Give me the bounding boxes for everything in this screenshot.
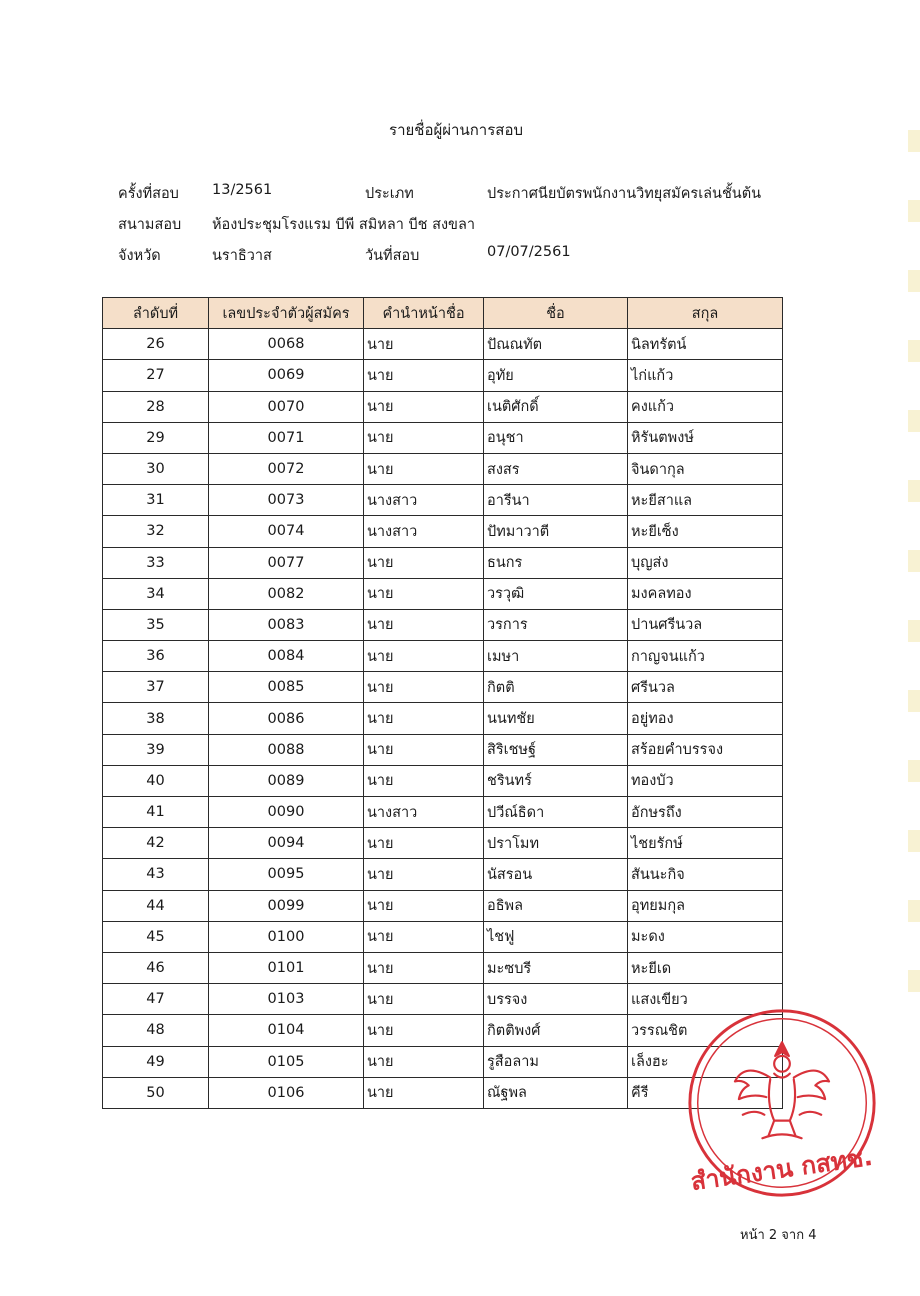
table-row [103,734,783,765]
cell-last-name: อักษรถึง [628,797,783,828]
cell-applicant-id: 0071 [209,422,364,453]
cell-order: 43 [103,859,209,890]
cell-title-prefix: นาย [364,1015,484,1046]
cell-last-name: สร้อยคำบรรจง [628,734,783,765]
cell-title-prefix: นาย [364,391,484,422]
cell-title-prefix: นาย [364,890,484,921]
cell-applicant-id: 0095 [209,859,364,890]
cell-title-prefix: นาย [364,734,484,765]
cell-title-prefix: นางสาว [364,797,484,828]
table-row [103,828,783,859]
cell-applicant-id: 0089 [209,765,364,796]
cell-order: 50 [103,1077,209,1108]
cell-order: 27 [103,360,209,391]
table-row [103,703,783,734]
table-row [103,329,783,360]
cell-order: 41 [103,797,209,828]
cell-last-name: ไก่แก้ว [628,360,783,391]
cell-last-name: ทองบัว [628,765,783,796]
table-row [103,641,783,672]
cell-last-name: เล็งฮะ [628,1046,783,1077]
cell-first-name: อนุชา [484,422,628,453]
table-row [103,485,783,516]
cell-title-prefix: นาย [364,984,484,1015]
cell-last-name: หะยีสาแล [628,485,783,516]
cell-applicant-id: 0072 [209,453,364,484]
cell-first-name: อารีนา [484,485,628,516]
cell-applicant-id: 0070 [209,391,364,422]
cell-order: 49 [103,1046,209,1077]
cell-order: 40 [103,765,209,796]
type-value: ประกาศนียบัตรพนักงานวิทยุสมัครเล่นชั้นต้น [487,186,762,202]
province-label: จังหวัด [118,248,161,264]
venue-value: ห้องประชุมโรงแรม บีพี สมิหลา บีช สงขลา [212,217,475,233]
cell-applicant-id: 0073 [209,485,364,516]
cell-first-name: ปราโมท [484,828,628,859]
cell-title-prefix: นาย [364,672,484,703]
province-value: นราธิวาส [212,248,272,264]
header-last-name: สกุล [628,298,783,329]
cell-order: 30 [103,453,209,484]
header-order: ลำดับที่ [103,298,209,329]
cell-first-name: ปัทมาวาตี [484,516,628,547]
cell-applicant-id: 0094 [209,828,364,859]
cell-applicant-id: 0090 [209,797,364,828]
cell-first-name: ปัณณทัต [484,329,628,360]
cell-last-name: กาญจนแก้ว [628,641,783,672]
table-row [103,765,783,796]
cell-applicant-id: 0099 [209,890,364,921]
page-number: หน้า 2 จาก 4 [740,1228,817,1243]
cell-first-name: วรวุฒิ [484,578,628,609]
cell-applicant-id: 0069 [209,360,364,391]
cell-order: 47 [103,984,209,1015]
cell-applicant-id: 0088 [209,734,364,765]
cell-first-name: ณัฐพล [484,1077,628,1108]
cell-applicant-id: 0105 [209,1046,364,1077]
cell-applicant-id: 0074 [209,516,364,547]
table-row [103,1077,783,1108]
cell-last-name: สันนะกิจ [628,859,783,890]
cell-order: 26 [103,329,209,360]
cell-last-name: แสงเขียว [628,984,783,1015]
cell-first-name: ชรินทร์ [484,765,628,796]
cell-title-prefix: นาย [364,1077,484,1108]
cell-last-name: ปานศรีนวล [628,609,783,640]
date-label: วันที่สอบ [365,248,420,264]
cell-applicant-id: 0083 [209,609,364,640]
cell-order: 33 [103,547,209,578]
cell-applicant-id: 0100 [209,921,364,952]
date-value: 07/07/2561 [487,244,571,260]
cell-applicant-id: 0082 [209,578,364,609]
cell-last-name: มงคลทอง [628,578,783,609]
cell-title-prefix: นาย [364,1046,484,1077]
cell-applicant-id: 0085 [209,672,364,703]
table-row [103,360,783,391]
cell-applicant-id: 0086 [209,703,364,734]
table-row [103,672,783,703]
cell-title-prefix: นาย [364,609,484,640]
cell-applicant-id: 0103 [209,984,364,1015]
table-row [103,921,783,952]
cell-first-name: นัสรอน [484,859,628,890]
cell-applicant-id: 0084 [209,641,364,672]
cell-applicant-id: 0106 [209,1077,364,1108]
cell-order: 36 [103,641,209,672]
table-row [103,516,783,547]
cell-title-prefix: นาย [364,578,484,609]
cell-last-name: มะดง [628,921,783,952]
cell-first-name: ปวีณ์ธิดา [484,797,628,828]
round-value: 13/2561 [212,182,273,198]
cell-last-name: นิลทรัตน์ [628,329,783,360]
cell-applicant-id: 0077 [209,547,364,578]
cell-first-name: กิตติ [484,672,628,703]
table-row [103,1015,783,1046]
nbtc-seal [684,1005,880,1201]
cell-last-name: อุทยมกุล [628,890,783,921]
cell-title-prefix: นาย [364,828,484,859]
cell-last-name: หะยีเซ็ง [628,516,783,547]
table-row [103,547,783,578]
page-title: รายชื่อผู้ผ่านการสอบ [389,121,523,139]
table-row [103,391,783,422]
cell-order: 28 [103,391,209,422]
edge-watermark-strip [908,130,920,1030]
table-row [103,859,783,890]
cell-order: 48 [103,1015,209,1046]
cell-last-name: ไชยรักษ์ [628,828,783,859]
cell-title-prefix: นาย [364,329,484,360]
header-applicant-id: เลขประจำตัวผู้สมัคร [209,298,364,329]
cell-first-name: เมษา [484,641,628,672]
cell-title-prefix: นาย [364,921,484,952]
cell-title-prefix: นาย [364,422,484,453]
garuda-emblem-icon [735,1042,829,1138]
cell-first-name: รูสือลาม [484,1046,628,1077]
cell-first-name: สงสร [484,453,628,484]
cell-order: 29 [103,422,209,453]
cell-first-name: บรรจง [484,984,628,1015]
table-row [103,952,783,983]
cell-first-name: นนทชัย [484,703,628,734]
table-row [103,578,783,609]
cell-last-name: คงแก้ว [628,391,783,422]
cell-title-prefix: นาย [364,765,484,796]
cell-order: 42 [103,828,209,859]
cell-order: 45 [103,921,209,952]
cell-title-prefix: นางสาว [364,516,484,547]
cell-applicant-id: 0068 [209,329,364,360]
cell-order: 44 [103,890,209,921]
cell-first-name: มะซบรี [484,952,628,983]
cell-order: 38 [103,703,209,734]
table-row [103,1046,783,1077]
cell-order: 39 [103,734,209,765]
cell-title-prefix: นาย [364,360,484,391]
cell-first-name: อธิพล [484,890,628,921]
cell-applicant-id: 0104 [209,1015,364,1046]
cell-last-name: บุญส่ง [628,547,783,578]
cell-order: 34 [103,578,209,609]
cell-order: 32 [103,516,209,547]
cell-title-prefix: นาย [364,952,484,983]
table-row [103,422,783,453]
cell-first-name: เนติศักดิ์ [484,391,628,422]
seal-text: สำนักงาน กสทช. [688,1141,875,1197]
header-first-name: ชื่อ [484,298,628,329]
round-label: ครั้งที่สอบ [118,186,179,202]
cell-last-name: คีรี [628,1077,783,1108]
table-row [103,797,783,828]
cell-last-name: หะยีเด [628,952,783,983]
cell-last-name: หิรันตพงษ์ [628,422,783,453]
cell-order: 31 [103,485,209,516]
results-table [102,297,783,1109]
table-row [103,984,783,1015]
cell-title-prefix: นาย [364,641,484,672]
cell-title-prefix: นางสาว [364,485,484,516]
cell-first-name: อุทัย [484,360,628,391]
table-row [103,890,783,921]
cell-last-name: อยู่ทอง [628,703,783,734]
table-header-row [103,298,783,329]
cell-applicant-id: 0101 [209,952,364,983]
header-title-prefix: คำนำหน้าชื่อ [364,298,484,329]
cell-order: 46 [103,952,209,983]
cell-last-name: ศรีนวล [628,672,783,703]
type-label: ประเภท [365,186,414,202]
cell-title-prefix: นาย [364,703,484,734]
cell-order: 35 [103,609,209,640]
cell-last-name: วรรณชิต [628,1015,783,1046]
table-row [103,609,783,640]
table-body [103,329,783,1109]
table-row [103,453,783,484]
cell-first-name: ธนกร [484,547,628,578]
cell-title-prefix: นาย [364,547,484,578]
cell-last-name: จินดากุล [628,453,783,484]
cell-first-name: กิตติพงศ์ [484,1015,628,1046]
cell-first-name: สิริเชษฐ์ [484,734,628,765]
cell-first-name: วรการ [484,609,628,640]
cell-title-prefix: นาย [364,453,484,484]
cell-title-prefix: นาย [364,859,484,890]
cell-first-name: ไชฟู [484,921,628,952]
venue-label: สนามสอบ [118,217,182,233]
cell-order: 37 [103,672,209,703]
